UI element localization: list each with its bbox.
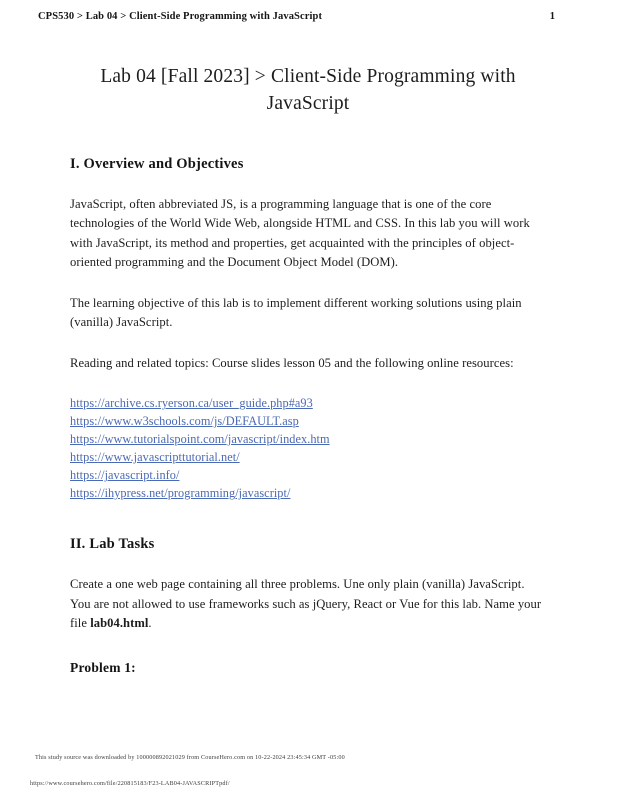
list-item (70, 394, 546, 412)
resource-link[interactable]: https://ihypress.net/programming/javascript/ (70, 486, 291, 501)
list-item (70, 430, 546, 448)
lab-tasks-paragraph (70, 575, 546, 634)
problem-1-heading: Problem 1: (70, 659, 136, 675)
overview-paragraph-3: Reading and related topics: Course slides lesson 05 and the following online resources: (70, 355, 514, 370)
resource-link-list (70, 394, 546, 502)
document-body (70, 64, 546, 676)
download-watermark: This study source was downloaded by 100000892021029 from CourseHero.com on 10-22-2024 23:45:34 GMT -05:00 (35, 754, 345, 761)
header-breadcrumb: CPS530 > Lab 04 > Client-Side Programming with JavaScript (38, 11, 323, 22)
list-item (70, 448, 546, 466)
resource-link[interactable]: https://www.tutorialspoint.com/javascript/index.htm (70, 432, 330, 447)
section-heading-lab-tasks: II. Lab Tasks (70, 536, 155, 553)
overview-paragraph-1: JavaScript, often abbreviated JS, is a programming language that is one of the core technologies of the World Wide Web, alongside HTML and CSS. In this lab you will work with JavaScript, its method and properties, get acquainted with the principles of object-oriented programming and the Document Object Model (DOM). (70, 196, 530, 270)
list-item (70, 412, 546, 430)
resource-link[interactable]: https://javascript.info/ (70, 468, 180, 483)
lab-file-name: lab04.html (90, 616, 149, 631)
list-item (70, 466, 546, 484)
source-url-watermark: https://www.coursehero.com/file/220815183/F23-LAB04-JAVASCRIPTpdf/ (30, 780, 230, 787)
list-item (70, 484, 546, 502)
header-page-number: 1 (549, 11, 555, 22)
resource-link[interactable]: https://www.w3schools.com/js/DEFAULT.asp (70, 414, 299, 429)
lab-tasks-text-tail: . (148, 616, 152, 631)
resource-link[interactable]: https://archive.cs.ryerson.ca/user_guide.php#a93 (70, 396, 313, 411)
running-header (38, 11, 587, 27)
resource-link[interactable]: https://www.javascripttutorial.net/ (70, 450, 240, 465)
lab-tasks-text-lead: Create a one web page containing all three problems. Une only plain (vanilla) JavaScript. You are not allowed to use frameworks such as jQuery, React or Vue for this lab. Name your file (70, 577, 542, 631)
overview-paragraph-2: The learning objective of this lab is to implement different working solutions using plain (vanilla) JavaScript. (70, 295, 522, 330)
section-heading-overview: I. Overview and Objectives (70, 155, 244, 172)
page-title: Lab 04 [Fall 2023] > Client-Side Programming with JavaScript (100, 66, 516, 114)
